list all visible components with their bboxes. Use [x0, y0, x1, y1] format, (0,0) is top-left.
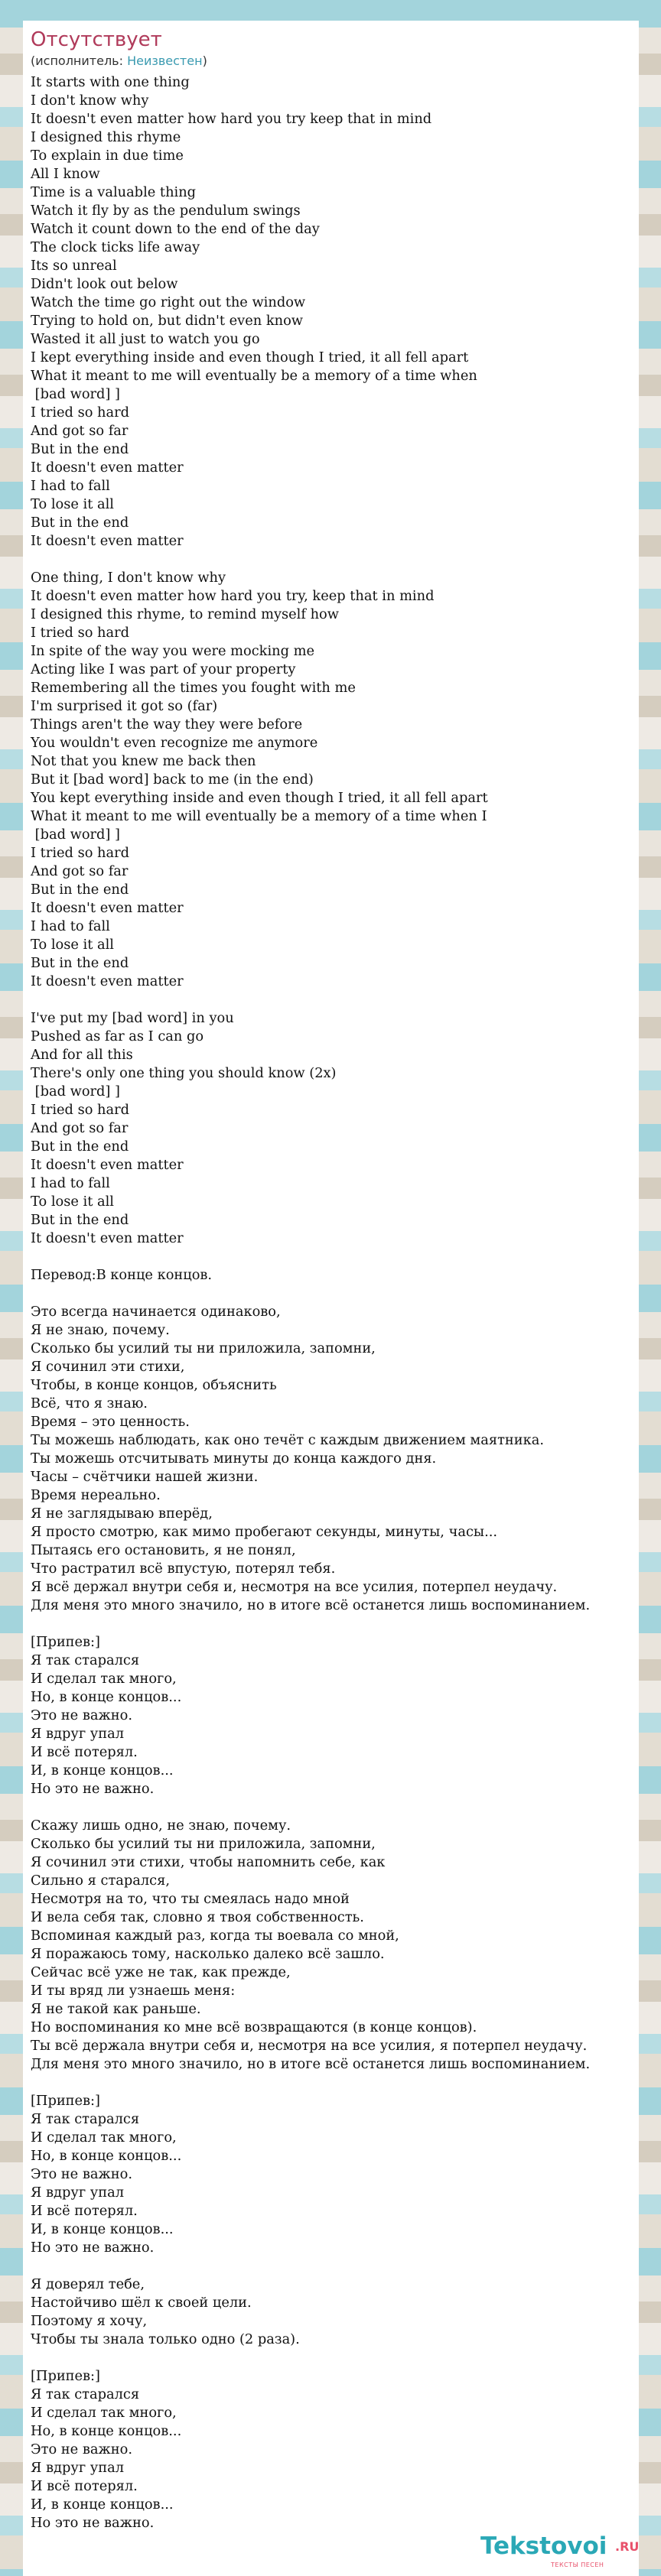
- lyric-line: To lose it all: [31, 937, 114, 953]
- lyric-line: There's only one thing you should know (2x): [31, 1065, 337, 1081]
- lyric-line: What it meant to me will eventually be a memory of a time when I: [31, 808, 487, 824]
- lyric-line: Настойчиво шёл к своей цели.: [31, 2295, 252, 2311]
- lyric-line: И, в конце концов...: [31, 2221, 174, 2237]
- lyric-line: Несмотря на то, что ты смеялась надо мной: [31, 1891, 350, 1907]
- lyric-line: What it meant to me will eventually be a memory of a time when: [31, 368, 477, 384]
- lyric-line: [Припев:]: [31, 2368, 100, 2384]
- lyric-line: I tried so hard: [31, 1102, 129, 1118]
- lyric-line: Для меня это много значило, но в итоге всё останется лишь воспоминанием.: [31, 1597, 591, 1613]
- lyric-line: It doesn't even matter how hard you try keep that in mind: [31, 111, 432, 127]
- lyric-line: И вела себя так, словно я твоя собственность.: [31, 1909, 364, 1925]
- lyric-line: Watch it fly by as the pendulum swings: [31, 203, 301, 219]
- lyric-line: Trying to hold on, but didn't even know: [31, 313, 303, 329]
- lyric-line: One thing, I don't know why: [31, 570, 226, 586]
- lyric-line: I'm surprised it got so (far): [31, 698, 218, 714]
- lyric-line: Я так старался: [31, 2386, 140, 2402]
- lyric-line: Not that you knew me back then: [31, 753, 256, 769]
- lyric-line: I've put my [bad word] in you: [31, 1010, 234, 1026]
- lyric-line: Это не важно.: [31, 1707, 133, 1723]
- lyric-line: I tried so hard: [31, 625, 129, 641]
- lyric-line: But in the end: [31, 882, 129, 898]
- lyric-line: Чтобы ты знала только одно (2 раза).: [31, 2331, 300, 2347]
- lyric-line: И ты вряд ли узнаешь меня:: [31, 1983, 236, 1999]
- lyric-line: И сделал так много,: [31, 2405, 177, 2421]
- artist-suffix: ): [202, 54, 207, 68]
- lyric-line: Didn't look out below: [31, 276, 178, 292]
- lyric-line: Я не такой как раньше.: [31, 2001, 201, 2017]
- lyric-line: And got so far: [31, 423, 129, 439]
- lyric-line: All I know: [31, 166, 100, 182]
- lyrics-page: [23, 21, 639, 2576]
- lyric-line: Wasted it all just to watch you go: [31, 331, 260, 347]
- lyrics-text: [31, 73, 590, 2532]
- lyric-line: Время нереально.: [31, 1487, 161, 1503]
- lyric-line: И, в конце концов...: [31, 2496, 174, 2513]
- lyric-line: Я доверял тебе,: [31, 2276, 145, 2292]
- lyric-line: It doesn't even matter how hard you try, keep that in mind: [31, 588, 435, 604]
- logo-name: Tekstovoi: [480, 2532, 607, 2560]
- lyric-line: It starts with one thing: [31, 74, 190, 90]
- artist-link[interactable]: Неизвестен: [127, 54, 203, 68]
- lyric-line: Часы – счётчики нашей жизни.: [31, 1469, 259, 1485]
- lyric-line: I don't know why: [31, 93, 149, 109]
- lyric-line: Сейчас всё уже не так, как прежде,: [31, 1964, 291, 1980]
- lyric-line: Но, в конце концов...: [31, 2148, 182, 2164]
- lyric-line: Но, в конце концов...: [31, 2423, 182, 2439]
- lyric-line: Но это не важно.: [31, 2515, 155, 2531]
- lyric-line: [bad word] ]: [31, 1083, 120, 1100]
- lyric-line: Watch it count down to the end of the day: [31, 221, 320, 237]
- logo-tld: .RU: [615, 2539, 639, 2554]
- lyric-line: Поэтому я хочу,: [31, 2313, 148, 2329]
- lyric-line: I had to fall: [31, 478, 110, 494]
- lyric-line: [Припев:]: [31, 1634, 100, 1650]
- lyric-line: It doesn't even matter: [31, 460, 184, 476]
- site-logo[interactable]: [480, 2532, 637, 2571]
- lyric-line: И сделал так много,: [31, 1671, 177, 1687]
- lyric-line: I had to fall: [31, 1175, 110, 1191]
- lyric-line: Что растратил всё впустую, потерял тебя.: [31, 1561, 336, 1577]
- lyric-line: Я вдруг упал: [31, 2185, 124, 2201]
- lyric-line: Время – это ценность.: [31, 1414, 190, 1430]
- artist-line: [31, 54, 207, 69]
- lyric-line: You wouldn't even recognize me anymore: [31, 735, 318, 751]
- lyric-line: Это всегда начинается одинаково,: [31, 1304, 281, 1320]
- lyric-line: Пытаясь его остановить, я не понял,: [31, 1542, 296, 1558]
- lyric-line: It doesn't even matter: [31, 533, 184, 549]
- lyric-line: Всё, что я знаю.: [31, 1395, 148, 1411]
- lyric-line: And got so far: [31, 1120, 129, 1136]
- lyric-line: The clock ticks life away: [31, 239, 200, 255]
- lyric-line: И всё потерял.: [31, 1744, 138, 1760]
- lyric-line: Things aren't the way they were before: [31, 716, 303, 733]
- lyric-line: I tried so hard: [31, 404, 129, 421]
- lyric-line: Time is a valuable thing: [31, 184, 197, 200]
- lyric-line: Я не заглядываю вперёд,: [31, 1506, 213, 1522]
- lyric-line: Но это не важно.: [31, 2240, 155, 2256]
- lyric-line: Чтобы, в конце концов, объяснить: [31, 1377, 277, 1393]
- lyric-line: [bad word] ]: [31, 386, 120, 402]
- lyric-line: Acting like I was part of your property: [31, 661, 296, 677]
- lyric-line: It doesn't even matter: [31, 900, 184, 916]
- lyric-line: In spite of the way you were mocking me: [31, 643, 315, 659]
- lyric-line: Ты всё держала внутри себя и, несмотря на все усилия, я потерпел неудачу.: [31, 2038, 588, 2054]
- lyric-line: But in the end: [31, 1139, 129, 1155]
- lyric-line: Its so unreal: [31, 258, 117, 274]
- lyric-line: It doesn't even matter: [31, 1230, 184, 1246]
- lyric-line: It doesn't even matter: [31, 1157, 184, 1173]
- lyric-line: И сделал так много,: [31, 2129, 177, 2146]
- lyric-line: Перевод:В конце концов.: [31, 1267, 213, 1283]
- lyric-line: И всё потерял.: [31, 2203, 138, 2219]
- lyric-line: I designed this rhyme: [31, 129, 181, 145]
- lyric-line: You kept everything inside and even though I tried, it all fell apart: [31, 790, 488, 806]
- lyric-line: Но это не важно.: [31, 1781, 155, 1797]
- artist-prefix: (исполнитель:: [31, 54, 128, 68]
- lyric-line: And got so far: [31, 863, 129, 879]
- lyric-line: Я поражаюсь тому, насколько далеко всё зашло.: [31, 1946, 385, 1962]
- lyric-line: Сколько бы усилий ты ни приложила, запомни,: [31, 1836, 376, 1852]
- lyric-line: Ты можешь отсчитывать минуты до конца каждого дня.: [31, 1450, 437, 1467]
- lyric-line: Я сочинил эти стихи,: [31, 1359, 185, 1375]
- lyric-line: But in the end: [31, 441, 129, 457]
- lyric-line: Я вдруг упал: [31, 1726, 124, 1742]
- lyric-line: Для меня это много значило, но в итоге всё останется лишь воспоминанием.: [31, 2056, 591, 2072]
- lyric-line: Я так старался: [31, 1652, 140, 1668]
- lyric-line: And for all this: [31, 1047, 133, 1063]
- lyric-line: Вспоминая каждый раз, когда ты воевала со мной,: [31, 1928, 399, 1944]
- lyric-line: Это не важно.: [31, 2166, 133, 2182]
- logo-tagline: ТЕКСТЫ ПЕСЕН: [551, 2561, 604, 2568]
- lyric-line: Ты можешь наблюдать, как оно течёт с каждым движением маятника.: [31, 1432, 544, 1448]
- lyric-line: Я всё держал внутри себя и, несмотря на все усилия, потерпел неудачу.: [31, 1579, 558, 1595]
- lyric-line: Pushed as far as I can go: [31, 1028, 204, 1044]
- lyric-line: Скажу лишь одно, не знаю, почему.: [31, 1817, 291, 1834]
- lyric-line: I had to fall: [31, 918, 110, 934]
- lyric-line: But it [bad word] back to me (in the end): [31, 772, 314, 788]
- lyric-line: И всё потерял.: [31, 2478, 138, 2494]
- lyric-line: Это не важно.: [31, 2441, 133, 2457]
- lyric-line: It doesn't even matter: [31, 973, 184, 989]
- lyric-line: [Припев:]: [31, 2093, 100, 2109]
- lyric-line: I kept everything inside and even though I tried, it all fell apart: [31, 349, 469, 365]
- lyric-line: Watch the time go right out the window: [31, 294, 306, 310]
- lyric-line: But in the end: [31, 955, 129, 971]
- lyric-line: Я просто смотрю, как мимо пробегают секунды, минуты, часы...: [31, 1524, 498, 1540]
- lyric-line: Но воспоминания ко мне всё возвращаются (в конце концов).: [31, 2019, 477, 2035]
- lyric-line: [bad word] ]: [31, 827, 120, 843]
- lyric-line: Я сочинил эти стихи, чтобы напомнить себе, как: [31, 1854, 386, 1870]
- lyric-line: To explain in due time: [31, 148, 184, 164]
- lyric-line: И, в конце концов...: [31, 1762, 174, 1779]
- lyric-line: Remembering all the times you fought with me: [31, 680, 356, 696]
- lyric-line: Я не знаю, почему.: [31, 1322, 170, 1338]
- lyric-line: Сильно я старался,: [31, 1873, 171, 1889]
- lyric-line: I designed this rhyme, to remind myself how: [31, 606, 339, 622]
- lyric-line: I tried so hard: [31, 845, 129, 861]
- lyric-line: But in the end: [31, 515, 129, 531]
- lyric-line: Но, в конце концов...: [31, 1689, 182, 1705]
- lyric-line: Я вдруг упал: [31, 2460, 124, 2476]
- lyric-line: But in the end: [31, 1212, 129, 1228]
- song-title: Отсутствует: [31, 28, 162, 51]
- lyric-line: Сколько бы усилий ты ни приложила, запомни,: [31, 1340, 376, 1356]
- lyric-line: Я так старался: [31, 2111, 140, 2127]
- lyric-line: To lose it all: [31, 1194, 114, 1210]
- lyric-line: To lose it all: [31, 496, 114, 512]
